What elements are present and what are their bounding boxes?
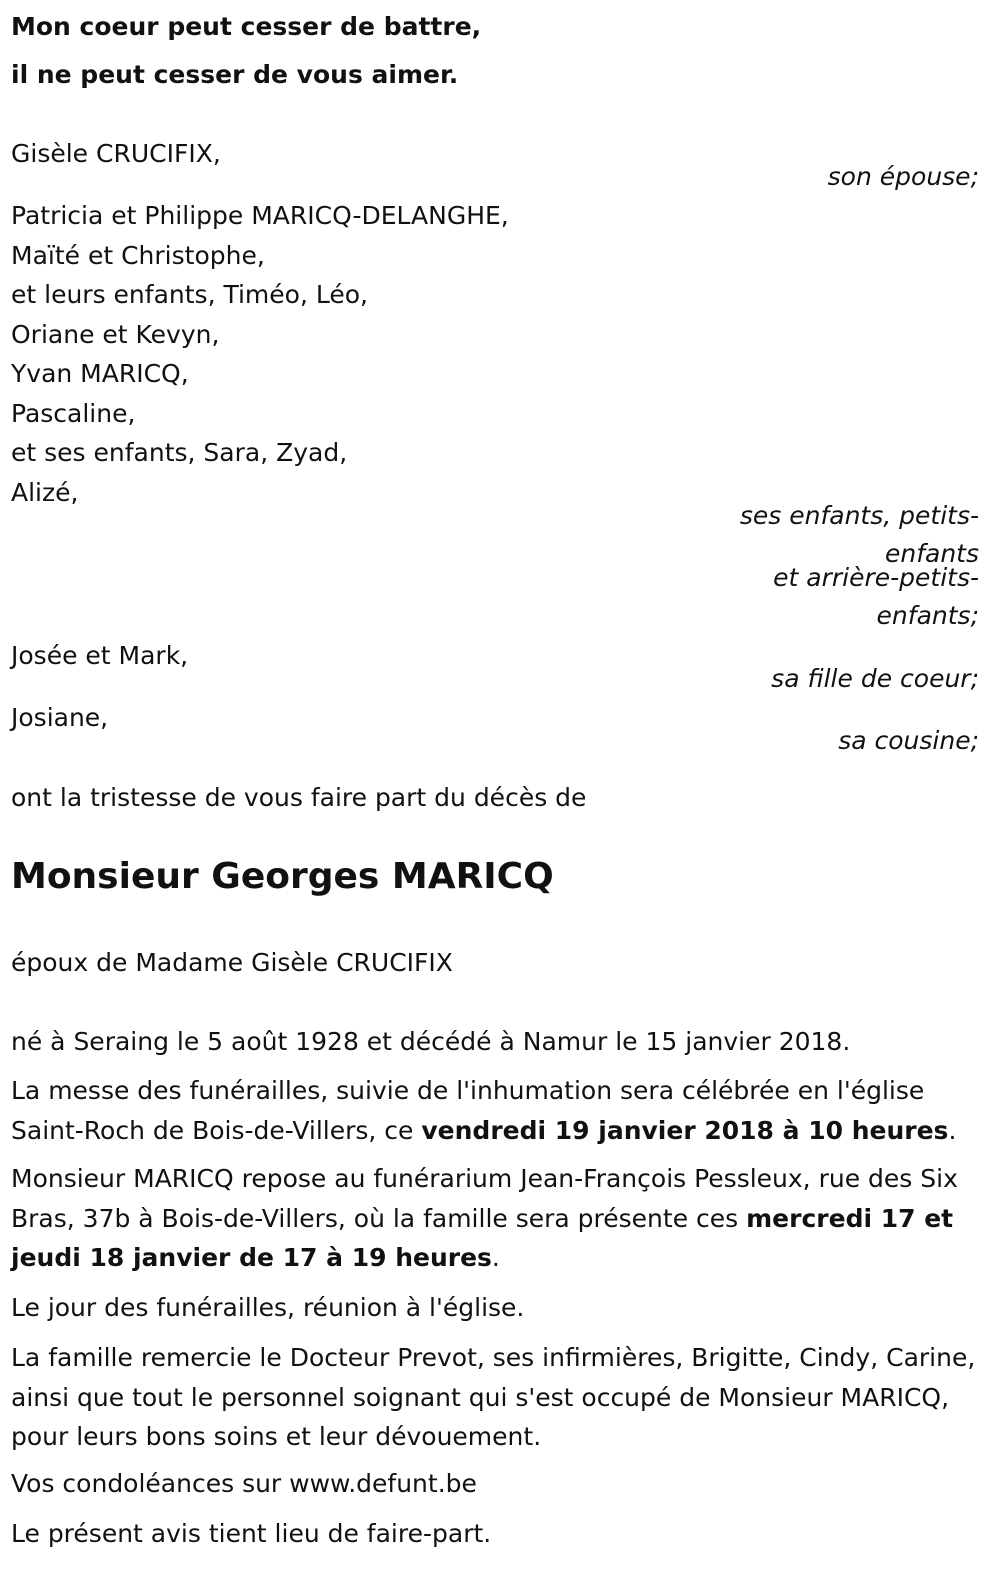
children-names xyxy=(11,196,509,512)
funeral-text: La messe des funérailles, suivie de l'inhumation sera célébrée en l'église Saint-Roch de Bois-de-Villers, ce xyxy=(11,1076,925,1145)
thanks-paragraph: La famille remercie le Docteur Prevot, ses infirmières, Brigitte, Cindy, Carine, ainsi que tout le personnel soignant qui s'est occupé de Monsieur MARICQ, pour leurs bons soins et leur dévouement. xyxy=(11,1343,976,1451)
heart-daughter-relation: sa fille de coeur; xyxy=(771,664,979,693)
viewing-end: . xyxy=(491,1243,500,1272)
spouse-relation: son épouse; xyxy=(827,162,979,191)
condolences: Vos condoléances sur www.defunt.be xyxy=(11,1469,477,1498)
funeral-paragraph xyxy=(11,1071,978,1150)
heart-daughter-name: Josée et Mark, xyxy=(11,641,189,670)
family-name-line: Patricia et Philippe MARICQ-DELANGHE, xyxy=(11,201,509,230)
children-relation-line-3: et arrière-petits- xyxy=(773,563,979,592)
epitaph-line-1: Mon coeur peut cesser de battre, xyxy=(11,12,482,41)
viewing-paragraph xyxy=(11,1159,978,1278)
birth-death: né à Seraing le 5 août 1928 et décédé à Namur le 15 janvier 2018. xyxy=(11,1027,851,1056)
children-relation-line-4: enfants; xyxy=(876,601,979,630)
spouse-name: Gisèle CRUCIFIX, xyxy=(11,139,221,168)
viewing-text: Monsieur MARICQ repose au funérarium Jean-François Pessleux, rue des Six Bras, 37b à Bois-de-Villers, où la famille sera présente ces xyxy=(11,1164,958,1233)
family-name-line: Yvan MARICQ, xyxy=(11,359,189,388)
funeral-datetime: vendredi 19 janvier 2018 à 10 heures xyxy=(421,1115,949,1145)
funeral-end: . xyxy=(948,1115,957,1145)
cousin-name: Josiane, xyxy=(11,703,109,732)
cousin-relation: sa cousine; xyxy=(838,726,979,755)
family-name-line: et ses enfants, Sara, Zyad, xyxy=(11,438,348,467)
deceased-name: Monsieur Georges MARICQ xyxy=(11,856,554,897)
family-name-line: Pascaline, xyxy=(11,398,136,428)
children-relation-line-1: ses enfants, petits- xyxy=(739,501,979,530)
children-relation-line-2: enfants xyxy=(884,539,979,568)
viewing-datetime: mercredi 17 et jeudi 18 janvier de 17 à 19 heures xyxy=(11,1203,954,1272)
spouse-of: époux de Madame Gisèle CRUCIFIX xyxy=(11,948,453,977)
epitaph-line-2: il ne peut cesser de vous aimer. xyxy=(11,60,459,89)
notice: Le présent avis tient lieu de faire-part. xyxy=(11,1519,492,1548)
family-name-line: Alizé, xyxy=(11,477,79,507)
family-name-line: Maïté et Christophe, xyxy=(11,240,265,270)
meeting: Le jour des funérailles, réunion à l'église. xyxy=(11,1293,525,1322)
family-name-line: et leurs enfants, Timéo, Léo, xyxy=(11,280,368,309)
announcement: ont la tristesse de vous faire part du décès de xyxy=(11,783,587,812)
family-name-line: Oriane et Kevyn, xyxy=(11,319,220,349)
